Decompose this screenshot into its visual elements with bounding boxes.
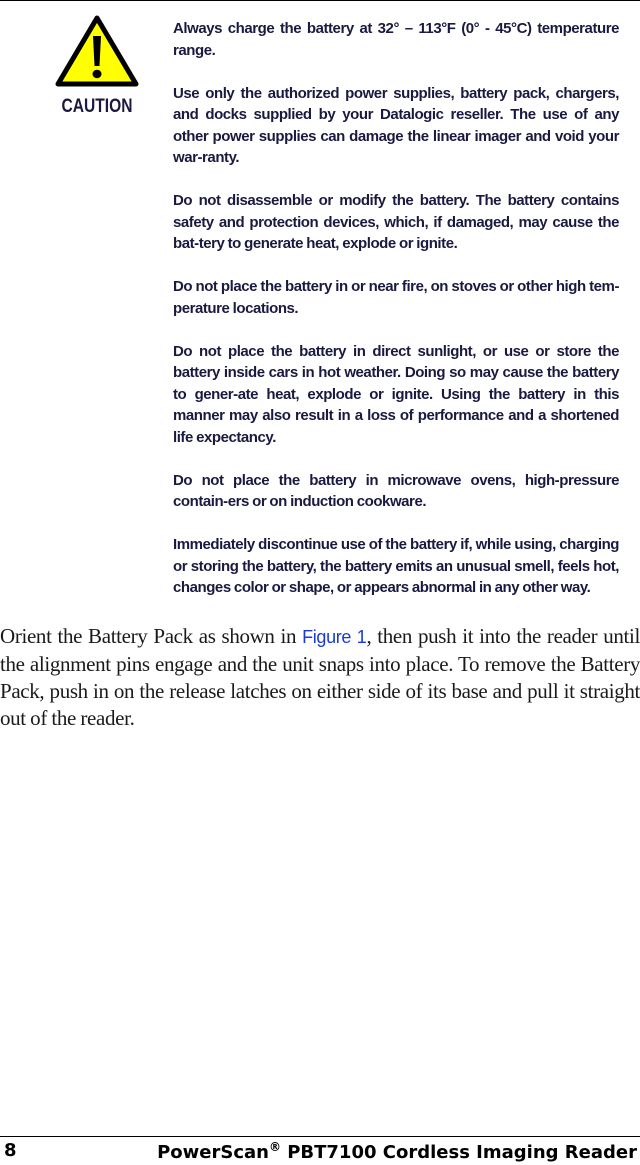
page-number: 8 (4, 1140, 17, 1161)
body-text-end: , then push it into the reader until the alignment pins engage and the unit snaps into place. To remove the Battery Pack, push in on the release latches on either side of its base and pull it straight out of the reader. (0, 624, 640, 730)
body-paragraph (0, 623, 640, 732)
caution-paragraph: Do not place the battery in microwave ovens, high-pressure contain-ers or on induction cookware. (173, 471, 619, 510)
footer-rule (0, 1136, 640, 1137)
page-footer (0, 1140, 640, 1164)
body-text-start: Orient the Battery Pack as shown in (0, 624, 303, 648)
caution-paragraph: Do not place the battery in or near fire, on stoves or other high tem-perature locations. (173, 278, 619, 317)
registered-mark: ® (268, 1140, 281, 1154)
warning-triangle-icon (54, 14, 140, 90)
caution-label: CAUTION (61, 96, 133, 117)
caution-notice (52, 14, 142, 118)
caution-paragraph: Do not place the battery in direct sunlight, or use or store the battery inside cars in hot weather. Doing so may cause the battery to gener-ate heat, explode or ignite. Using the battery in this manner may also result in a loss of performance and a shortened life expectancy. (173, 342, 619, 446)
caution-paragraph: Use only the authorized power supplies, battery pack, chargers, and docks supplied by your Datalogic reseller. The use of any other power supplies can damage the linear imager and void your war-ranty. (173, 84, 619, 166)
footer-title-suffix: PBT7100 Cordless Imaging Reader (280, 1142, 637, 1163)
caution-paragraph: Immediately discontinue use of the battery if, while using, charging or storing the battery, the battery emits an unusual smell, feels hot, changes color or shape, or appears abnormal in any other way. (173, 536, 619, 596)
top-rule (0, 0, 640, 1)
caution-paragraph: Always charge the battery at 32° – 113°F (0° - 45°C) temperature range. (173, 20, 619, 59)
footer-title-prefix: PowerScan (157, 1142, 269, 1163)
footer-title (157, 1140, 637, 1163)
figure-1-link[interactable]: Figure 1 (302, 627, 367, 647)
caution-paragraph: Do not disassemble or modify the battery. The battery contains safety and protection devices, which, if damaged, may cause the bat-tery to generate heat, explode or ignite. (173, 192, 619, 252)
caution-text (173, 18, 619, 620)
